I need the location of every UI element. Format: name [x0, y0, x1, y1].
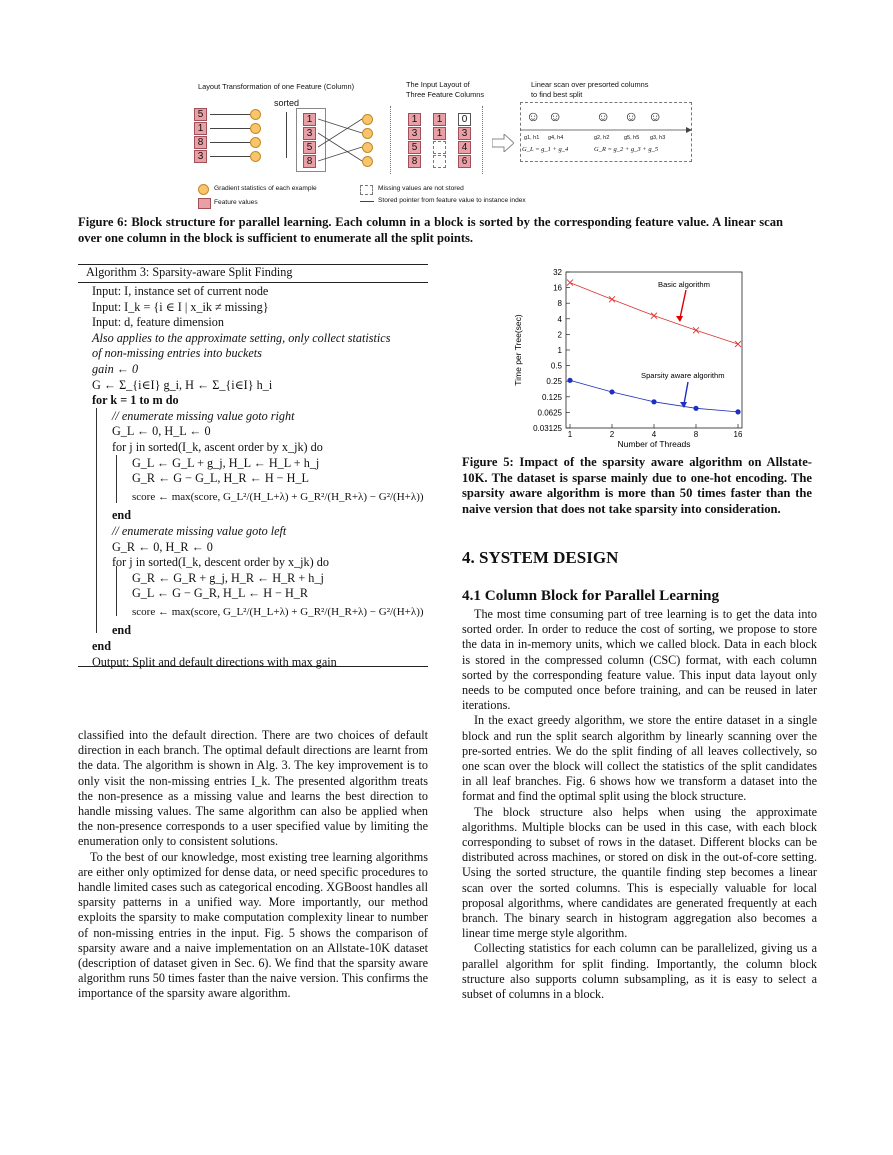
- figure-6-caption: Figure 6: Block structure for parallel learning. Each column in a block is sorted by the corresponding feature value. A linear scan over one column in the block is sufficient to enumerate all the split points.: [78, 215, 783, 245]
- algo-line: for j in sorted(I_k, descent order by x_jk) do: [112, 555, 329, 570]
- sorted-arrow: [286, 112, 287, 158]
- x-tick-label: 16: [733, 430, 743, 439]
- algo-line: score ← max(score, G_L²/(H_L+λ) + G_R²/(H_R+λ) − G²/(H+λ)): [132, 490, 424, 503]
- algo-line: end: [92, 639, 111, 654]
- figure-6: [190, 78, 690, 213]
- legend-gradient: Gradient statistics of each example: [214, 185, 317, 192]
- gradient-dot: [250, 137, 261, 148]
- algo-comment: Also applies to the approximate setting, only collect statistics of non-missing entries into buckets: [92, 330, 391, 361]
- algo-line: end: [112, 623, 131, 638]
- face-icon: ☺: [624, 108, 639, 124]
- col1-value: 3: [408, 127, 421, 140]
- series-line: [570, 283, 738, 345]
- y-tick-label: 0.0625: [537, 408, 562, 418]
- fig6-title-left: Layout Transformation of one Feature (Column): [198, 82, 355, 91]
- missing-cell: [433, 141, 446, 154]
- algorithm-bottom-rule: [78, 666, 428, 667]
- algo-line: score ← max(score, G_L²/(H_L+λ) + G_R²/(H_R+λ) − G²/(H+λ)): [132, 605, 424, 618]
- figure-5-chart: [508, 262, 768, 450]
- scan-axis: [520, 127, 692, 133]
- algo-line: // enumerate missing value goto right: [112, 408, 295, 423]
- x-tick-label: 4: [651, 430, 657, 439]
- paragraph: The most time consuming part of tree learning is to get the data into sorted order. In order to reduce the cost of sorting, we propose to store the data in in-memory units, which we called block. Data in each block is stored in the compressed column (CSC) format, with each column sorted by the corresponding feature value. This input data layout only needs to be computed once before training, and can be reused in later iterations.: [462, 607, 817, 713]
- y-axis-label: Time per Tree(sec): [513, 314, 523, 386]
- section-4: [462, 548, 817, 1002]
- legend-missing: Missing values are not stored: [378, 185, 464, 192]
- gradient-dot: [362, 128, 373, 139]
- algo-line: G_L ← 0, H_L ← 0: [112, 424, 211, 439]
- pointer-arrow: [210, 114, 250, 115]
- algo-line: Input: d, feature dimension: [92, 315, 224, 330]
- y-tick-label: 8: [557, 299, 562, 309]
- algo-line: end: [112, 508, 131, 523]
- algo-line: G_R ← 0, H_R ← 0: [112, 539, 213, 554]
- algo-line: G_L ← G − G_R, H_L ← H − H_R: [132, 586, 309, 601]
- algo-line: G ← Σ_{i∈I} g_i, H ← Σ_{i∈I} h_i: [92, 377, 273, 392]
- gradient-dot: [362, 156, 373, 167]
- algo-block-bar: [116, 455, 117, 503]
- section-4-text: [462, 607, 817, 1002]
- algo-line: gain ← 0: [92, 361, 139, 376]
- data-point-x: [609, 296, 615, 302]
- figure-5-caption: Figure 5: Impact of the sparsity aware algorithm on Allstate-10K. The dataset is sparse mainly due to one-hot encoding. The sparsity aware algorithm is more than 50 times faster than the naive version that does not take sparsity into consideration.: [462, 455, 812, 516]
- group-label: g2, h2: [594, 135, 610, 141]
- col1-value: 8: [408, 155, 421, 168]
- col3-value: 6: [458, 155, 471, 168]
- chart-svg: [508, 262, 768, 450]
- pointer-arrow: [210, 128, 250, 129]
- feature-value: 1: [194, 122, 207, 135]
- fig6-title-mid-2: Three Feature Columns: [406, 90, 485, 99]
- fig6-title-right-2: to find best split: [531, 90, 583, 99]
- col1-value: 1: [408, 113, 421, 126]
- paragraph: In the exact greedy algorithm, we store the entire dataset in a single block and run the split search algorithm by linearly scanning over the pre-sorted entries. We do the split finding of all leaves collectively, so one scan over the block will collect the statistics of the split candidates in all leaf branches. Fig. 6 shows how we transform a dataset into the format and find the optimal split using the block structure.: [462, 713, 817, 804]
- col2-value: 1: [433, 127, 446, 140]
- sorted-value: 3: [303, 127, 316, 140]
- legend-feature-swatch: [198, 198, 211, 209]
- algorithm-mid-rule: [78, 282, 428, 283]
- sorted-value: 1: [303, 113, 316, 126]
- gradient-dot: [250, 151, 261, 162]
- gradient-dot: [250, 109, 261, 120]
- separator-line: [390, 106, 391, 174]
- legend-pointer: Stored pointer from feature value to instance index: [378, 197, 526, 204]
- gl-formula: G_L = g_1 + g_4: [522, 146, 569, 153]
- y-tick-label: 0.25: [546, 377, 562, 387]
- transform-arrow-icon: [492, 134, 514, 152]
- data-point-x: [735, 341, 741, 347]
- y-tick-label: 0.5: [550, 361, 562, 371]
- legend-missing-swatch: [360, 185, 373, 195]
- algorithm-header: [86, 265, 293, 281]
- data-point-o: [693, 406, 698, 411]
- feature-value: 3: [194, 150, 207, 163]
- section-heading: 4. SYSTEM DESIGN: [462, 548, 619, 567]
- face-icon: ☺: [596, 108, 611, 124]
- algo-line: for j in sorted(I_k, ascent order by x_jk) do: [112, 439, 323, 454]
- legend-pointer-arrow: [360, 201, 374, 202]
- algo-line: Output: Split and default directions with max gain: [92, 654, 337, 669]
- legend-gradient-dot: [198, 184, 209, 195]
- gr-formula: G_R = g_2 + g_3 + g_5: [594, 146, 659, 153]
- x-tick-label: 1: [567, 430, 573, 439]
- paragraph: To the best of our knowledge, most existing tree learning algorithms are either only optimized for dense data, or need specific procedures to handle limited cases such as categorical encoding. XGBoost handles all sparsity patterns in a unified way. More importantly, our method exploits the sparsity to make computation complexity linear to number of non-missing entries in the input. Fig. 5 shows the comparison of sparsity aware and a naive implementation on an Allstate-10K dataset (description of dataset given in Sec. 6). We find that the sparsity aware algorithm runs 50 times faster than the naive version. This confirms the importance of the sparsity aware algorithm.: [78, 849, 428, 1001]
- data-point-x: [651, 313, 657, 319]
- col3-value: 3: [458, 127, 471, 140]
- y-tick-label: 32: [553, 268, 562, 277]
- y-tick-label: 0.03125: [533, 424, 562, 433]
- crossing-pointers: [318, 108, 368, 168]
- paragraph: The block structure also helps when using the approximate algorithms. Multiple blocks can be used in this case, with each block corresponding to subset of rows in the dataset. Different blocks can be distributed across machines, or stored on disk in the out-of-core setting. Using the sorted structure, the quantile finding step becomes a linear scan over the sorted columns. This is especially valuable for local proposal algorithms, where candidates are generated frequently at each branch. The binary search in histogram aggregation also becomes a linear time merge style algorithm.: [462, 804, 817, 941]
- algo-line: // enumerate missing value goto left: [112, 523, 287, 538]
- y-tick-label: 0.125: [541, 392, 562, 402]
- y-tick-label: 2: [557, 330, 562, 340]
- legend-feature: Feature values: [214, 199, 258, 206]
- face-icon: ☺: [548, 108, 563, 124]
- feature-value: 8: [194, 136, 207, 149]
- algo-line: G_R ← G − G_L, H_R ← H − H_L: [132, 471, 309, 486]
- sorted-label: sorted: [274, 98, 300, 108]
- group-label: g1, h1: [524, 135, 540, 141]
- x-axis-label: Number of Threads: [617, 439, 691, 449]
- face-icon: ☺: [526, 108, 541, 124]
- data-point-x: [567, 280, 573, 286]
- y-tick-label: 4: [557, 314, 562, 324]
- data-point-o: [609, 389, 614, 394]
- data-point-x: [693, 327, 699, 333]
- annotation-arrow-head: [676, 316, 683, 322]
- fig6-title-mid-1: The Input Layout of: [406, 80, 470, 89]
- algo-line: Input: I_k = {i ∈ I | x_ik ≠ missing}: [92, 299, 269, 314]
- sorted-value: 8: [303, 155, 316, 168]
- col2-value: 1: [433, 113, 446, 126]
- data-point-o: [567, 378, 572, 383]
- col3-value: 4: [458, 141, 471, 154]
- group-label: g4, h4: [548, 135, 564, 141]
- left-column-text: [78, 728, 428, 1002]
- annotation-arrow: [680, 290, 686, 318]
- group-label: g3, h3: [650, 135, 666, 141]
- y-tick-label: 1: [557, 346, 562, 355]
- algo-block-bar: [96, 408, 97, 633]
- plot-frame: [566, 272, 742, 428]
- group-label: g5, h5: [624, 135, 640, 141]
- annotation-sparse: Sparsity aware algorithm: [641, 371, 725, 380]
- fig6-title-right-1: Linear scan over presorted columns: [531, 80, 649, 89]
- sorted-value: 5: [303, 141, 316, 154]
- col3-value: 0: [458, 113, 471, 126]
- col1-value: 5: [408, 141, 421, 154]
- y-tick-label: 16: [553, 283, 562, 293]
- algorithm-body: [92, 284, 432, 670]
- data-point-o: [735, 409, 740, 414]
- algo-block-bar: [116, 566, 117, 616]
- x-tick-label: 8: [693, 430, 699, 439]
- algo-line: for k = 1 to m do: [92, 393, 179, 408]
- algo-line: G_R ← G_R + g_j, H_R ← H_R + h_j: [132, 570, 324, 585]
- gradient-dot: [362, 142, 373, 153]
- pointer-arrow: [210, 156, 250, 157]
- algo-line: Input: I, instance set of current node: [92, 284, 269, 298]
- paragraph: classified into the default direction. There are two choices of default direction in each branch. The optimal default directions are learnt from the data. The algorithm is shown in Alg. 3. The key improvement is to only visit the non-missing entries I_k. The presented algorithm treats the non-presence as a missing value and learns the best direction to handle missing values. The same algorithm can also be applied when the non-presence corresponds to a user specified value by limiting the enumeration only to consistent solutions.: [78, 728, 428, 849]
- data-point-o: [651, 399, 656, 404]
- gradient-dot: [362, 114, 373, 125]
- gradient-dot: [250, 123, 261, 134]
- series-line: [570, 380, 738, 412]
- pointer-arrow: [210, 142, 250, 143]
- paragraph: Collecting statistics for each column can be parallelized, giving us a parallel algorithm for split finding. Importantly, the column block structure also supports column subsampling, as it is easy to select a subset of columns in a block.: [462, 941, 817, 1002]
- annotation-basic: Basic algorithm: [658, 280, 710, 289]
- feature-value: 5: [194, 108, 207, 121]
- x-tick-label: 2: [609, 430, 615, 439]
- subsection-heading: 4.1 Column Block for Parallel Learning: [462, 587, 720, 604]
- algo-line: G_L ← G_L + g_j, H_L ← H_L + h_j: [132, 455, 320, 470]
- missing-cell: [433, 155, 446, 168]
- separator-line: [482, 106, 483, 174]
- algorithm-title: Algorithm 3: Sparsity-aware Split Finding: [86, 265, 293, 279]
- face-icon: ☺: [648, 108, 663, 124]
- annotation-arrow: [684, 382, 688, 404]
